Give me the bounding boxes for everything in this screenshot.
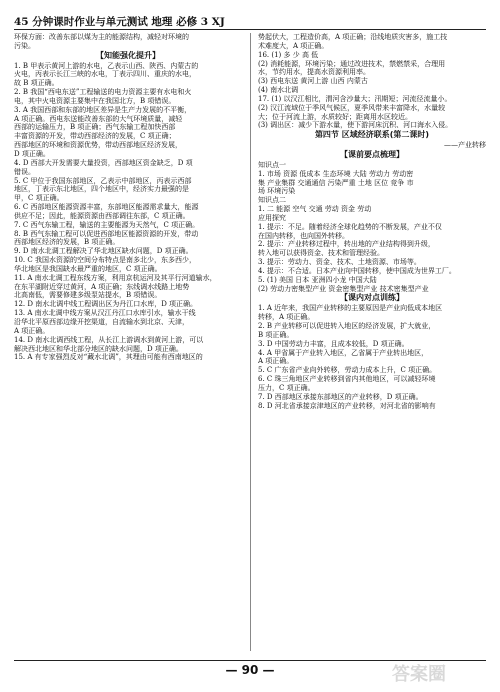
left-line-12: 西部地区的环境和资源优势，带动西部地区经济发展， [14, 141, 182, 150]
right-mid-line-1: 知识点一 [258, 160, 286, 169]
left-line-20: 供应不足；因此，能源资源由西部调往东部，C 项正确。 [14, 211, 190, 220]
right-top-line-0: 势起伏大，工程造价高，A 项正确；沿线地质灾害多，施工技 [258, 33, 448, 41]
right-mid-line-5: 知识点二 [258, 196, 286, 205]
right-bottom-line-1: 转移，A 项正确。 [258, 313, 315, 322]
left-line-8: 3. A 我国西部和东部的地区差异是生产力发展的不平衡， [14, 105, 192, 114]
right-mid-line-14: 5. (1) 美国 日本 亚洲四小龙 中国大陆 [258, 275, 377, 284]
left-line-1: 污染。 [14, 41, 35, 50]
right-mid-line-12: 3. 提示：劳动力、资金、技术、土地资源、市场等。 [258, 258, 421, 267]
right-mid-line-8: 1. 提示：不足。随着经济全球化趋势的不断发展，产业不仅 [258, 222, 442, 231]
right-mid-line-0: 【课前要点梳理】 [340, 149, 404, 159]
left-line-34: 14. D 南水北调西线工程，从长江上游调水到黄河上游，可以 [14, 335, 204, 344]
left-line-13: D 项正确。 [14, 149, 50, 158]
right-mid-line-10: 2. 提示：产业转移过程中，转出地的产业结构得到升级， [258, 240, 435, 249]
left-line-35: 解决西北地区和华北部分地区的缺水问题，D 项正确。 [14, 344, 183, 353]
right-column [258, 33, 486, 651]
left-line-36: 15. A 有专家强烈反对“藏水北调”，其理由可能有西南地区的 [14, 353, 203, 362]
left-line-10: 西部的运输压力，B 项正确；西气东输工程加快西部 [14, 123, 176, 132]
right-bottom-line-7: 5. C 广东省产业向外转移，劳动力成本上升，C 项正确。 [258, 366, 437, 375]
page-header: 45 分钟课时作业与单元测试 地理 必修 3 XJ [14, 16, 225, 28]
right-bottom-line-2: 2. B 产业转移可以促进转入地区的经济发展，扩大就业， [258, 322, 436, 330]
left-line-7: 电，其中火电资源主要集中在我国北方，B 项错误。 [14, 96, 176, 105]
right-bottom-line-10: 7. D 西部地区承接东部地区的产业转移，D 项正确。 [258, 392, 423, 401]
right-mid-line-13: 4. 提示：不合适。日本产业向中国转移，使中国成为世界工厂。 [258, 266, 456, 275]
left-line-14: 4. D 西部大开发需要大量投资，西部地区资金缺乏，D 项 [14, 158, 193, 167]
right-bottom-line-9: 压力，C 项正确。 [258, 383, 315, 392]
left-line-21: 7. C 西气东输工程，输送的主要能源为天然气，C 项正确。 [14, 220, 200, 229]
left-line-4: 火电，丙表示长江三峡的水电，丁表示四川、重庆的水电， [14, 70, 196, 79]
left-line-9: A 项正确。西电东送能改善东部的大气环境质量，减轻 [14, 114, 183, 123]
left-column [14, 33, 242, 651]
left-line-26: 华北地区是我国缺水最严重的地区，C 项正确。 [14, 264, 162, 273]
right-mid-line-7: 应用探究 [258, 213, 286, 222]
right-top-line-10: (3) 调出区：减少下游水量，使下游河床沉积、河口海水入侵。 [258, 121, 453, 130]
header-rule [14, 29, 486, 30]
right-mid-line-3: 集 产业集群 交通通信 污染严重 土地 区位 竞争 市 [258, 178, 414, 187]
watermark: 答案圈 [392, 664, 446, 685]
right-top-line-6: (4) 南水北调 [258, 86, 299, 95]
left-line-18: 甲，C 项正确。 [14, 194, 64, 203]
right-bottom-line-3: B 项正确。 [258, 330, 294, 339]
left-line-19: 6. C 西部地区能源资源丰富，东部地区能源需求量大，能源 [14, 203, 199, 212]
left-line-6: 2. B 我国“西电东送”工程输送的电力资源主要有水电和火 [14, 88, 192, 97]
left-line-32: 沿华北平原西部边缘开挖渠道，自流输水到北京、天津， [14, 318, 189, 326]
right-mid-line-2: 1. 市场 资源 低成本 生态环境 大陆 劳动力 劳动密 [258, 169, 414, 178]
right-mid-line-15: (2) 劳动力密集型产业 资金密集型产业 技术密集型产业 [258, 284, 429, 293]
right-top-line-3: (2) 消耗能源，环境污染；通过改进技术，禁燃禁采，合理用 [258, 59, 446, 68]
right-top-line-2: 16. (1) 多 少 高 低 [258, 50, 319, 59]
right-bottom-line-8: 6. C 珠三角地区产业转移到省内其他地区，可以减轻环境 [258, 375, 436, 384]
page-number: — 90 — [225, 663, 275, 677]
section-subtitle: ——产业转移 [444, 141, 486, 150]
right-top-line-8: (2) 汉江流域位于季风气候区，夏季风带来丰富降水，水量较 [258, 103, 446, 112]
left-line-24: 9. D 南水北调工程解决了华北地区缺水问题，D 项正确。 [14, 247, 193, 256]
right-bottom-line-0: 1. A 近年来，我国产业转移的主要原因是产业向低成本地区 [258, 304, 443, 313]
practice-heading: 【课内对点训练】 [340, 293, 404, 303]
right-mid-line-6: 1. 二 能源 空气 交通 劳动 资金 劳动 [258, 205, 372, 214]
left-line-5: 故 B 项正确。 [14, 79, 59, 88]
left-line-31: 13. A 南水北调中线方案从汉江丹江口水库引水，输水干线 [14, 309, 196, 318]
left-line-11: 丰富资源的开发，带动西部经济的发展，C 项正确； [14, 132, 176, 141]
right-top-line-5: (3) 西电东送 黄河上游 山西 内蒙古 [258, 77, 368, 86]
right-bottom-line-6: A 项正确。 [258, 357, 294, 366]
column-divider [250, 33, 251, 651]
section-title: 第四节 区域经济联系(第二课时) [314, 130, 430, 140]
right-mid-line-11: 转入地可以获得资金、技术和管理经验。 [258, 249, 384, 258]
left-line-0: 环保方面：改善东部以煤为主的能源结构，减轻对环境的 [14, 33, 189, 41]
right-bottom-line-5: 4. A 甲省属于产业转入地区，乙省属于产业转出地区， [258, 348, 429, 357]
left-line-28: 在东平湖附近穿过黄河，A 项正确；东线调水线路上地势 [14, 282, 190, 291]
left-line-30: 12. D 南水北调中线工程调出区为丹江口水库，D 项正确。 [14, 300, 198, 309]
right-top-line-4: 水，节约用水，提高水资源利用率。 [258, 68, 370, 77]
right-bottom-line-4: 3. D 中国劳动力丰富，且成本较低，D 项正确。 [258, 339, 409, 348]
left-line-22: 8. B 西气东输工程可以促进西部地区能源资源的开发，带动 [14, 229, 199, 238]
left-line-2: 【知能强化提升】 [96, 50, 160, 60]
right-top-line-9: 大；位于河流上游，水质较好；距离用水区较近。 [258, 112, 412, 121]
right-bottom-line-11: 8. D 河北省承接京津地区的产业转移，对河北省的影响有 [258, 401, 436, 410]
left-line-17: 地区，丁表示东北地区，四个地区中，经济实力最强的是 [14, 185, 189, 194]
left-line-27: 11. A 南水北调工程东线方案，利用京杭运河及其平行河道输水， [14, 273, 217, 282]
right-mid-line-9: 在国内转移，也向国外转移。 [258, 231, 349, 240]
right-top-line-1: 术难度大，A 项正确。 [258, 41, 329, 50]
left-line-25: 10. C 我国水资源的空间分布特点是南多北少，东多西少， [14, 256, 196, 265]
left-line-23: 西部地区经济的发展，B 项正确。 [14, 238, 120, 247]
left-line-3: 1. B 甲表示黄河上游的水电，乙表示山西、陕西、内蒙古的 [14, 61, 199, 70]
left-line-29: 北高南低，需要修建多级泵站提水，B 项错误。 [14, 291, 162, 300]
left-line-15: 错误。 [14, 167, 35, 176]
right-top-line-7: 17. (1) 以汉江相比，渭河含沙量大；汛期短；河流径流量小。 [258, 94, 452, 103]
left-line-16: 5. C 甲位于我国东部地区，乙表示中部地区，丙表示西部 [14, 176, 192, 185]
left-line-33: A 项正确。 [14, 326, 50, 335]
right-mid-line-4: 场 环境污染 [258, 187, 296, 196]
